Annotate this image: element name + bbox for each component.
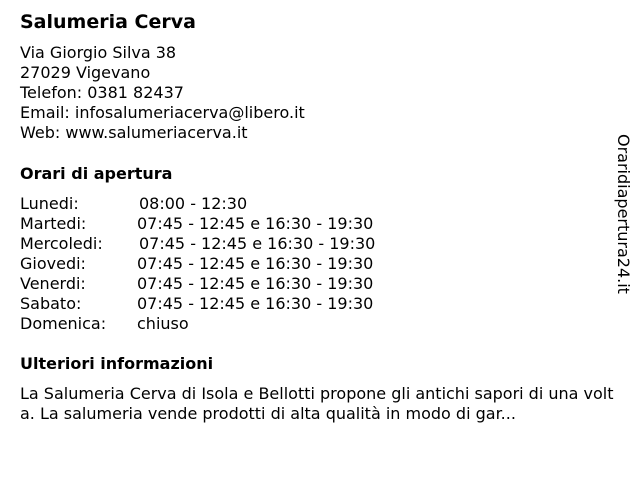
web-line (20, 123, 305, 143)
address-street: Via Giorgio Silva 38 (20, 43, 177, 62)
hours-heading: Orari di apertura (20, 164, 173, 183)
email-line (20, 103, 305, 123)
info-heading: Ulteriori informazioni (20, 354, 214, 373)
time-value: 08:00 - 12:30 (139, 194, 248, 213)
time-value: 07:45 - 12:45 e 16:30 - 19:30 (137, 214, 374, 233)
email-address[interactable]: infosalumeriacerva@libero.it (74, 103, 305, 122)
time-value: 07:45 - 12:45 e 16:30 - 19:30 (139, 234, 376, 253)
day-label: Mercoledi: (20, 234, 103, 253)
day-label: Giovedi: (20, 254, 86, 273)
day-label: Sabato: (20, 294, 82, 313)
time-value: 07:45 - 12:45 e 16:30 - 19:30 (137, 254, 374, 273)
phone-label: Telefon: (20, 83, 83, 102)
day-label: Domenica: (20, 314, 107, 333)
business-name: Salumeria Cerva (20, 11, 196, 33)
web-label: Web: (20, 123, 61, 142)
day-label: Venerdi: (20, 274, 86, 293)
time-value: chiuso (137, 314, 189, 333)
phone-number[interactable]: 0381 82437 (87, 83, 184, 102)
day-label: Martedi: (20, 214, 87, 233)
contact-block (20, 43, 305, 143)
phone-line (20, 83, 305, 103)
info-description: La Salumeria Cerva di Isola e Bellotti propone gli antichi sapori di una volta. La salumeria vende prodotti di alta qualità in modo di gar... (20, 384, 614, 423)
web-link[interactable]: www.salumeriacerva.it (65, 123, 248, 142)
watermark (609, 134, 639, 312)
address-city: 27029 Vigevano (20, 63, 151, 82)
email-label: Email: (20, 103, 70, 122)
time-value: 07:45 - 12:45 e 16:30 - 19:30 (137, 274, 374, 293)
time-value: 07:45 - 12:45 e 16:30 - 19:30 (137, 294, 374, 313)
watermark-text: Oraridiapertura24.it (614, 134, 633, 294)
day-label: Lunedi: (20, 194, 79, 213)
